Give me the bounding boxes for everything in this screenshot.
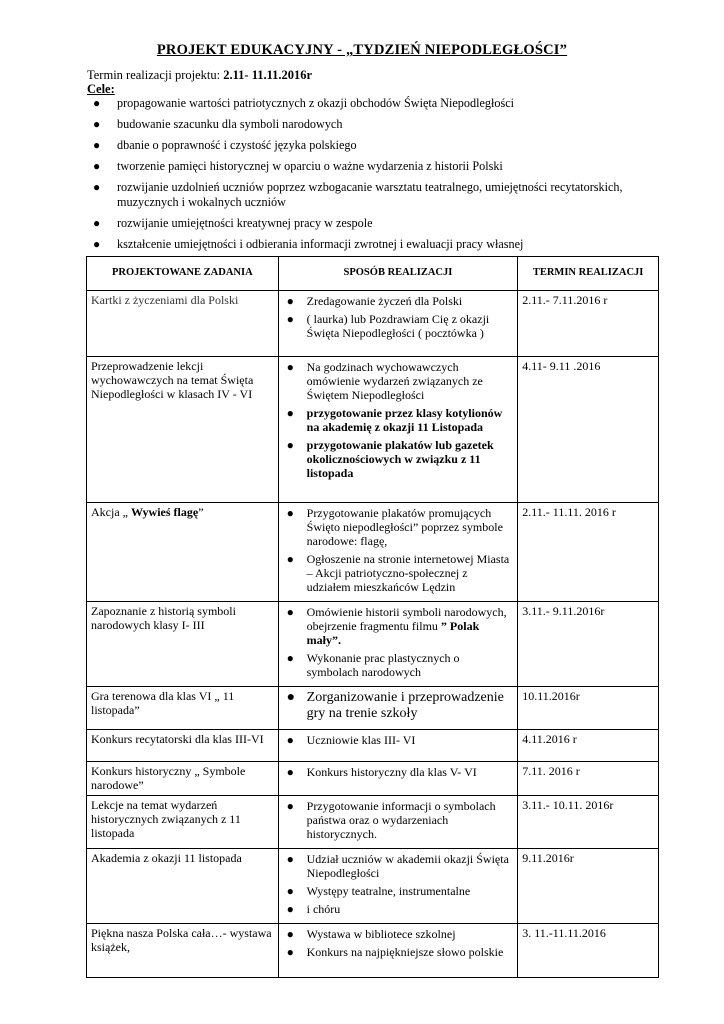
bullet-icon: ● — [286, 651, 294, 665]
method-item: ● Przygotowanie plakatów promujących Święto niepodległości” poprzez symbole narodowe: flagę, — [286, 506, 503, 548]
table-row — [87, 602, 659, 687]
table-header-row — [87, 257, 659, 291]
term-label: Termin realizacji projektu: — [87, 68, 221, 82]
method-item: ● Konkurs na najpiękniejsze słowo polskie — [286, 945, 504, 959]
bullet-icon: ● — [286, 852, 294, 866]
bullet-icon: ● — [93, 117, 101, 131]
method-item: ● Zorganizowanie i przeprowadzenie gry na trenie szkoły — [286, 690, 504, 721]
goal-item: ● rozwijanie umiejętności kreatywnej pracy w zespole — [93, 216, 373, 230]
method-cell — [278, 849, 518, 924]
header-method: SPOSÓB REALIZACJI — [278, 257, 518, 291]
task-cell: Kartki z życzeniami dla Polski — [87, 291, 279, 357]
term-cell: 7.11. 2016 r — [518, 762, 659, 796]
method-item: ● Na godzinach wychowawczych omówienie wydarzeń związanych ze Świętem Niepodległości — [286, 360, 483, 402]
term-cell: 2.11.- 7.11.2016 r — [518, 291, 659, 357]
method-cell — [278, 924, 518, 978]
term-value: 2.11- 11.11.2016r — [223, 68, 313, 82]
task-cell: Lekcje na temat wydarzeń historycznych związanych z 11 listopada — [87, 796, 279, 849]
method-cell — [278, 762, 518, 796]
task-cell: Akademia z okazji 11 listopada — [87, 849, 279, 924]
bullet-icon: ● — [286, 927, 294, 941]
task-cell: Akcja „ Wywieś flagę” — [87, 503, 279, 602]
method-cell — [278, 357, 518, 503]
table-row — [87, 849, 659, 924]
method-cell — [278, 291, 518, 357]
table-row — [87, 357, 659, 503]
bullet-icon: ● — [286, 360, 294, 374]
goal-item: ● dbanie o poprawność i czystość języka polskiego — [93, 138, 357, 152]
task-cell: Piękna nasza Polska cała…- wystawa książek, — [87, 924, 279, 978]
project-table — [86, 256, 659, 978]
bullet-icon: ● — [286, 945, 294, 959]
method-item: ● przygotowanie plakatów lub gazetek okolicznościowych w związku z 11 listopada — [286, 438, 494, 480]
table-row — [87, 503, 659, 602]
method-item: ● i chóru — [286, 902, 341, 916]
task-cell: Gra terenowa dla klas VI „ 11 listopada” — [87, 687, 279, 730]
task-cell: Konkurs recytatorski dla klas III-VI — [87, 730, 279, 762]
task-cell: Przeprowadzenie lekcji wychowawczych na temat Święta Niepodległości w klasach IV - VI — [87, 357, 279, 503]
method-item: ● ( laurka) lub Pozdrawiam Cię z okazji Święta Niepodległości ( pocztówka ) — [286, 312, 490, 340]
method-item: ● Ogłoszenie na stronie internetowej Miasta – Akcji patriotyczno-społecznej z udziałem mieszkańców Lędzin — [286, 552, 510, 594]
method-item: ● przygotowanie przez klasy kotylionów na akademię z okazji 11 Listopada — [286, 406, 503, 434]
term-cell: 10.11.2016r — [518, 687, 659, 730]
bullet-icon: ● — [93, 159, 101, 173]
bullet-icon: ● — [286, 605, 294, 619]
bullet-icon: ● — [286, 733, 294, 747]
header-term: TERMIN REALIZACJI — [518, 257, 659, 291]
term-cell: 4.11.2016 r — [518, 730, 659, 762]
bullet-icon: ● — [93, 96, 101, 110]
term-cell: 2.11.- 11.11. 2016 r — [518, 503, 659, 602]
method-cell — [278, 796, 518, 849]
bullet-icon: ● — [286, 552, 294, 566]
goals-heading: Cele: — [87, 82, 115, 96]
table-row — [87, 730, 659, 762]
table-row — [87, 796, 659, 849]
term-cell: 3.11.- 10.11. 2016r — [518, 796, 659, 849]
goal-item: ● propagowanie wartości patriotycznych z okazji obchodów Święta Niepodległości — [93, 96, 514, 110]
term-cell: 3.11.- 9.11.2016r — [518, 602, 659, 687]
bullet-icon: ● — [93, 180, 101, 194]
bullet-icon: ● — [286, 506, 294, 520]
bullet-icon: ● — [286, 294, 294, 308]
method-item: ● Wykonanie prac plastycznych o symbolach narodowych — [286, 651, 460, 679]
method-cell — [278, 687, 518, 730]
bullet-icon: ● — [286, 438, 294, 452]
method-cell — [278, 730, 518, 762]
method-item: ● Wystawa w bibliotece szkolnej — [286, 927, 456, 941]
method-cell — [278, 503, 518, 602]
bullet-icon: ● — [286, 799, 294, 813]
table-row — [87, 687, 659, 730]
task-cell: Zapoznanie z historią symboli narodowych klasy I- III — [87, 602, 279, 687]
table-row — [87, 762, 659, 796]
bullet-icon: ● — [286, 902, 294, 916]
task-cell: Konkurs historyczny „ Symbole narodowe” — [87, 762, 279, 796]
header-tasks: PROJEKTOWANE ZADANIA — [87, 257, 279, 291]
term-cell: 3. 11.-11.11.2016 — [518, 924, 659, 978]
goal-item: ● budowanie szacunku dla symboli narodowych — [93, 117, 343, 131]
bullet-icon: ● — [286, 312, 294, 326]
goal-item: ● tworzenie pamięci historycznej w oparciu o ważne wydarzenia z historii Polski — [93, 159, 503, 173]
table-row — [87, 924, 659, 978]
page-title: PROJEKT EDUKACYJNY - „TYDZIEŃ NIEPODLEGŁOŚCI” — [156, 42, 568, 58]
method-item: ● Omówienie historii symboli narodowych, obejrzenie fragmentu filmu ” Polak mały”. — [286, 605, 507, 647]
term-cell: 4.11- 9.11 .2016 — [518, 357, 659, 503]
bullet-icon: ● — [286, 406, 294, 420]
method-item: ● Uczniowie klas III- VI — [286, 733, 416, 747]
goals-list — [87, 96, 647, 258]
term-cell: 9.11.2016r — [518, 849, 659, 924]
bullet-icon: ● — [286, 884, 294, 898]
bullet-icon: ● — [286, 765, 294, 779]
method-item: ● Konkurs historyczny dla klas V- VI — [286, 765, 477, 779]
method-item: ● Zredagowanie życzeń dla Polski — [286, 294, 463, 308]
goal-item: ● kształcenie umiejętności i odbierania informacji zwrotnej i ewaluacji pracy własnej — [93, 237, 524, 251]
method-item: ● Udział uczniów w akademii okazji Święta Niepodległości — [286, 852, 509, 880]
project-term — [87, 68, 312, 83]
bullet-icon: ● — [93, 138, 101, 152]
table-row — [87, 291, 659, 357]
method-cell — [278, 602, 518, 687]
bullet-icon: ● — [93, 237, 101, 251]
goal-item: ● rozwijanie uzdolnień uczniów poprzez wzbogacanie warsztatu teatralnego, umiejętności recytatorskich, muzycznych i wokalnych uczniów — [93, 180, 623, 209]
bullet-icon: ● — [286, 690, 296, 705]
method-item: ● Przygotowanie informacji o symbolach państwa oraz o wydarzeniach historycznych. — [286, 799, 496, 841]
bullet-icon: ● — [93, 216, 101, 230]
method-item: ● Występy teatralne, instrumentalne — [286, 884, 471, 898]
